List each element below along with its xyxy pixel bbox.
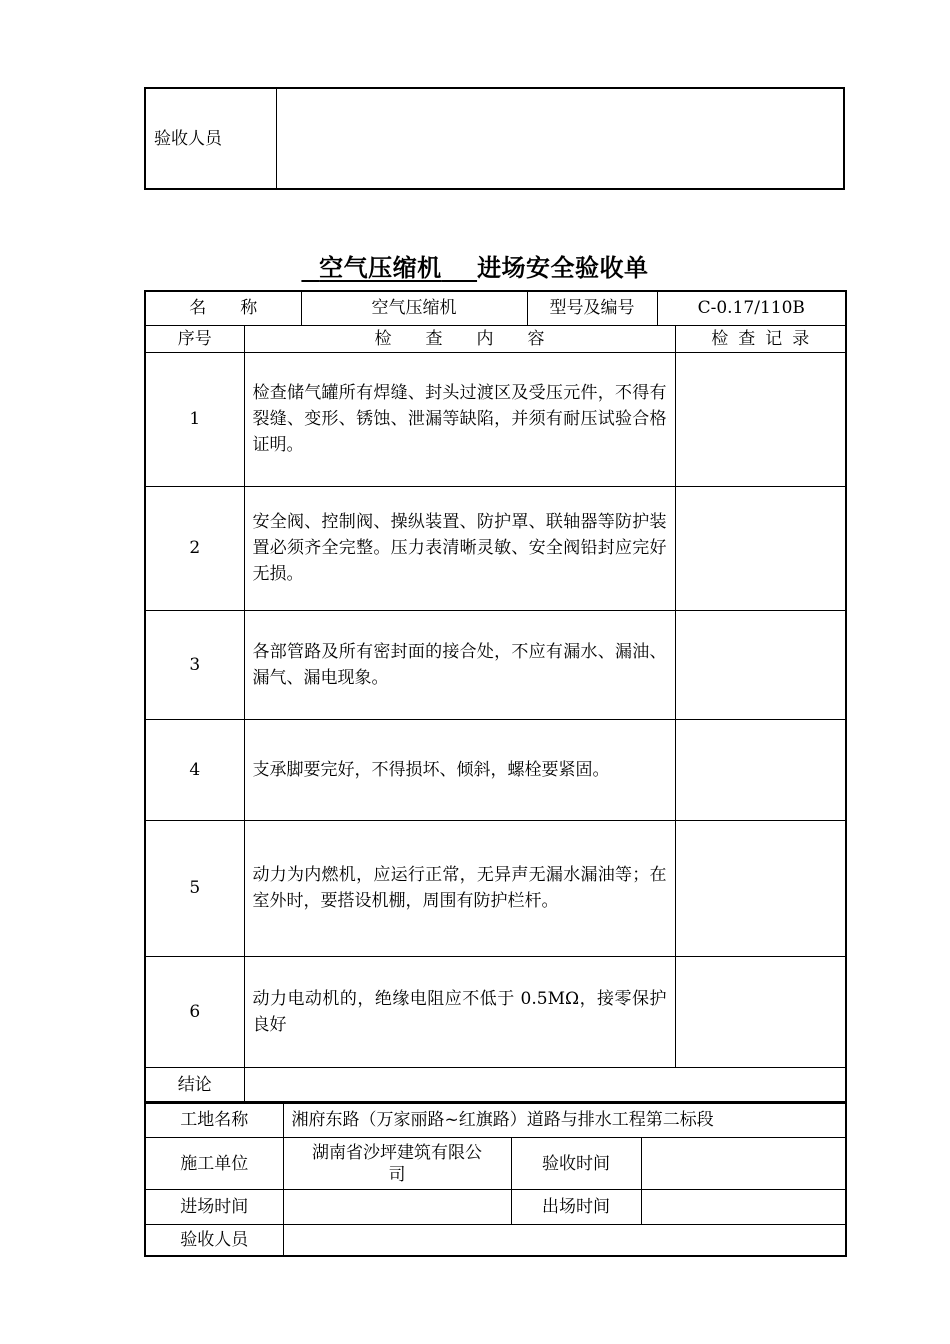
- item-record: [675, 610, 846, 719]
- title-suffix: 进场安全验收单: [477, 253, 649, 282]
- col-content: 检查内容: [244, 325, 675, 352]
- entry-time-label: 进场时间: [145, 1190, 283, 1225]
- inspector-label: 验收人员: [145, 1225, 283, 1256]
- title-machine: [301, 253, 477, 282]
- conclusion-row: [145, 1067, 846, 1103]
- unit-label: 施工单位: [145, 1138, 283, 1190]
- inspector-row: [145, 1225, 846, 1256]
- conclusion-label: 结论: [145, 1067, 244, 1103]
- top-inspector-value: [277, 88, 845, 189]
- name-label: 名 称: [145, 291, 301, 325]
- item-no: 5: [145, 820, 244, 956]
- item-record: [675, 820, 846, 956]
- site-value: 湘府东路（万家丽路~红旗路）道路与排水工程第二标段: [283, 1102, 846, 1138]
- exit-time-value: [641, 1190, 846, 1225]
- item-no: 4: [145, 719, 244, 820]
- item-text: 支承脚要完好，不得损坏、倾斜，螺栓要紧固。: [244, 719, 675, 820]
- table-row: [145, 719, 846, 820]
- table-row: [145, 820, 846, 956]
- accept-time-label: 验收时间: [511, 1138, 641, 1190]
- model-value: C-0.17/110B: [657, 291, 846, 325]
- name-value: 空气压缩机: [301, 291, 527, 325]
- footer-table: [144, 1101, 847, 1257]
- table-row: [145, 486, 846, 610]
- item-record: [675, 486, 846, 610]
- site-label: 工地名称: [145, 1102, 283, 1138]
- entry-time-value: [283, 1190, 511, 1225]
- item-text: 动力电动机的，绝缘电阻应不低于 0.5MΩ，接零保护良好: [244, 956, 675, 1067]
- inspector-value: [283, 1225, 846, 1256]
- item-record: [675, 719, 846, 820]
- top-inspector-table: [144, 87, 845, 190]
- inspection-table: [144, 290, 847, 1104]
- col-seq: 序号: [145, 325, 244, 352]
- conclusion-value: [244, 1067, 846, 1103]
- column-header-row: [145, 325, 846, 352]
- item-no: 3: [145, 610, 244, 719]
- item-text: 检查储气罐所有焊缝、封头过渡区及受压元件，不得有裂缝、变形、锈蚀、泄漏等缺陷，并须有耐压试验合格证明。: [244, 352, 675, 486]
- item-record: [675, 352, 846, 486]
- table-row: [145, 352, 846, 486]
- item-no: 2: [145, 486, 244, 610]
- item-no: 1: [145, 352, 244, 486]
- unit-row: [145, 1138, 846, 1190]
- site-row: [145, 1102, 846, 1138]
- table-row: [145, 956, 846, 1067]
- col-record: 检查记录: [675, 325, 846, 352]
- header-row: [145, 291, 846, 325]
- item-text: 各部管路及所有密封面的接合处，不应有漏水、漏油、漏气、漏电现象。: [244, 610, 675, 719]
- exit-time-label: 出场时间: [511, 1190, 641, 1225]
- time-row: [145, 1190, 846, 1225]
- table-row: [145, 610, 846, 719]
- item-text: 动力为内燃机，应运行正常，无异声无漏水漏油等；在室外时，要搭设机棚，周围有防护栏杆。: [244, 820, 675, 956]
- accept-time-value: [641, 1138, 846, 1190]
- model-label: 型号及编号: [527, 291, 657, 325]
- page-title: [0, 252, 950, 284]
- top-inspector-label: 验收人员: [145, 88, 277, 189]
- title-machine-text: 空气压缩机: [319, 253, 442, 282]
- item-record: [675, 956, 846, 1067]
- item-text: 安全阀、控制阀、操纵装置、防护罩、联轴器等防护装置必须齐全完整。压力表清晰灵敏、安全阀铅封应完好无损。: [244, 486, 675, 610]
- item-no: 6: [145, 956, 244, 1067]
- unit-value: 湖南省沙坪建筑有限公司: [283, 1138, 511, 1190]
